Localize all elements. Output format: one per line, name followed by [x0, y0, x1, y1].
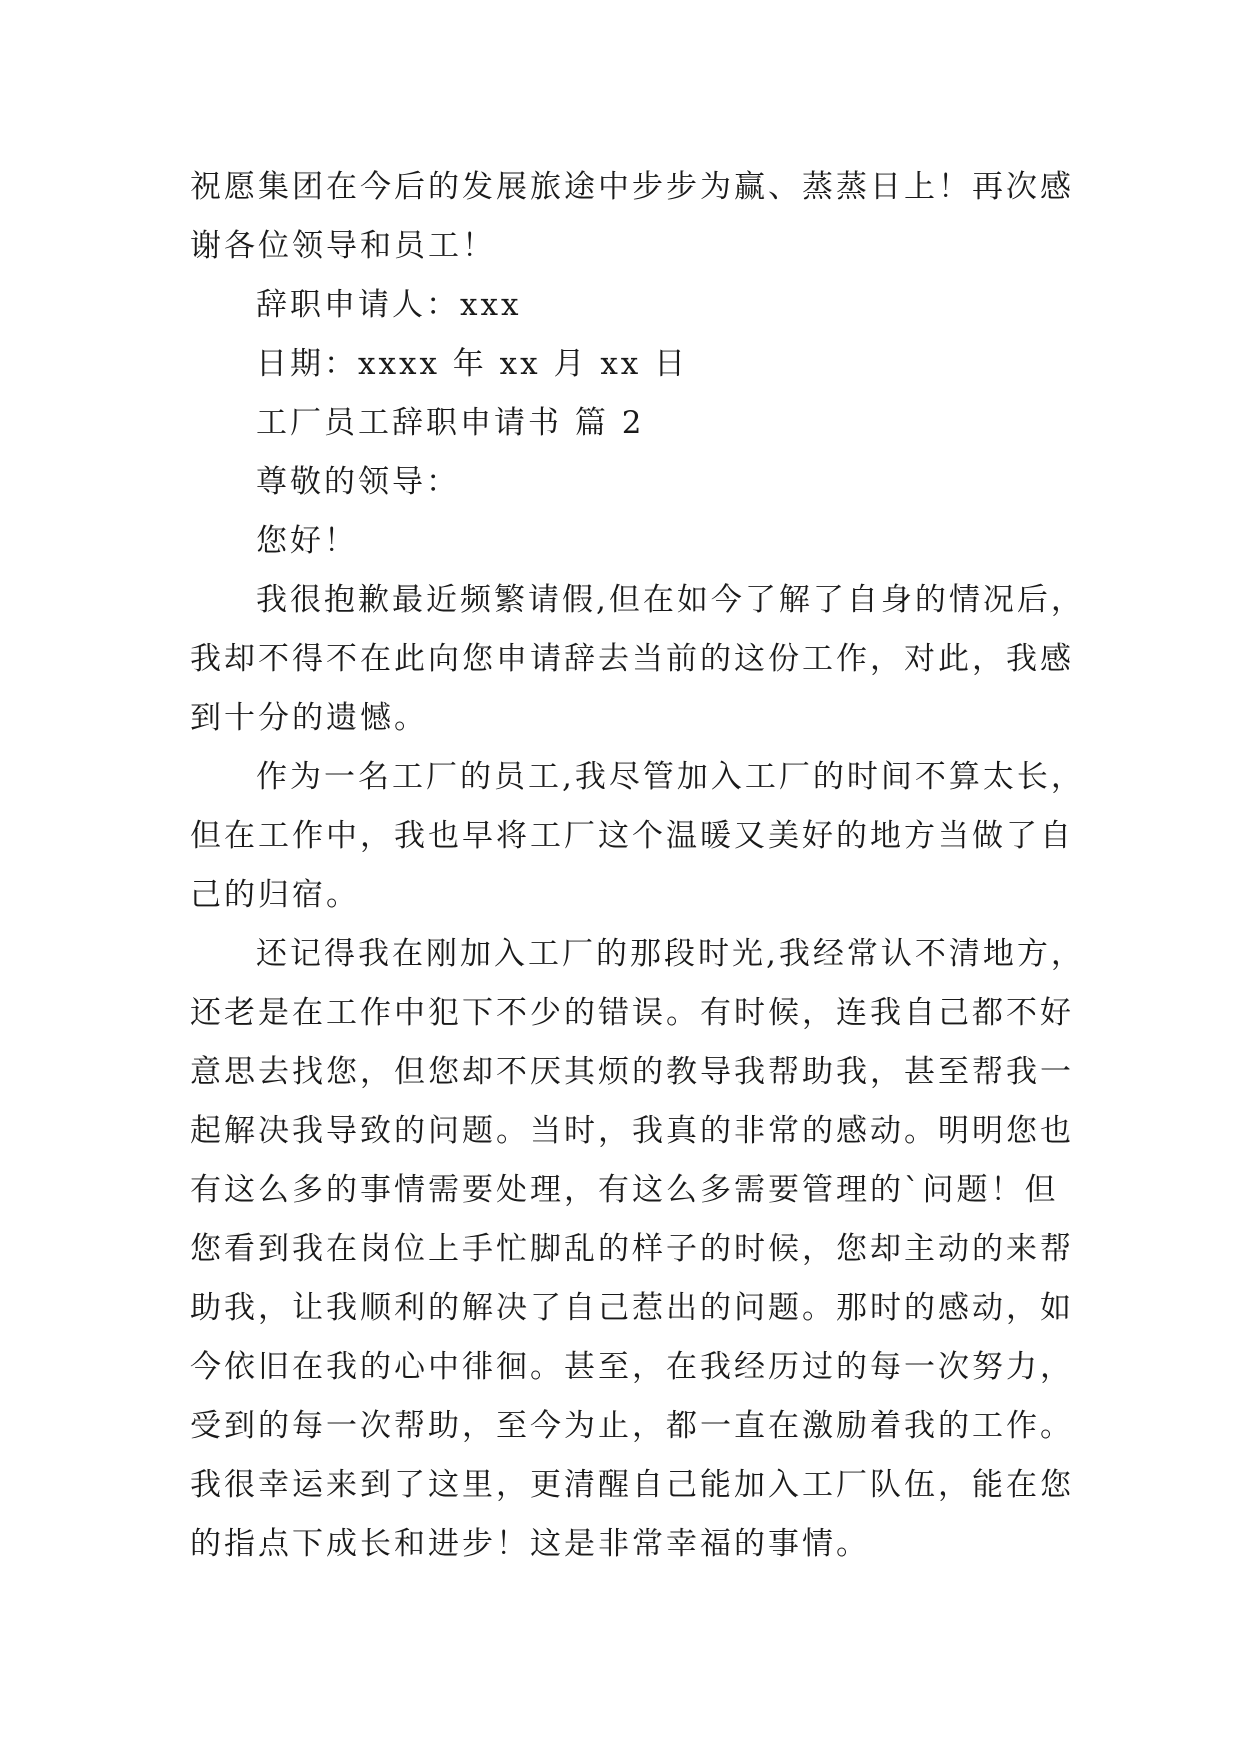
text-line: 作为一名工厂的员工,我尽管加入工厂的时间不算太长， [256, 759, 1085, 795]
applicant-line: 辞职申请人：xxx [256, 287, 522, 323]
text-line: 的指点下成长和进步！这是非常幸福的事情。 [190, 1526, 870, 1562]
text-line: 有这么多的事情需要处理，有这么多需要管理的`问题！但 [190, 1172, 1059, 1208]
text-line: 祝愿集团在今后的发展旅途中步步为赢、蒸蒸日上！再次感 [190, 169, 1074, 205]
text-line: 谢各位领导和员工！ [190, 228, 496, 264]
text-line: 意思去找您，但您却不厌其烦的教导我帮助我，甚至帮我一 [190, 1054, 1074, 1090]
text-line: 受到的每一次帮助，至今为止，都一直在激励着我的工作。 [190, 1408, 1074, 1444]
text-line: 我却不得不在此向您申请辞去当前的这份工作，对此，我感 [190, 641, 1074, 677]
salutation: 尊敬的领导： [256, 464, 460, 500]
text-line: 我很幸运来到了这里，更清醒自己能加入工厂队伍，能在您 [190, 1467, 1074, 1503]
text-line: 到十分的遗憾。 [190, 700, 428, 736]
text-line: 今依旧在我的心中徘徊。甚至，在我经历过的每一次努力， [190, 1349, 1074, 1385]
text-line: 还老是在工作中犯下不少的错误。有时候，连我自己都不好 [190, 995, 1074, 1031]
text-line: 您看到我在岗位上手忙脚乱的样子的时候，您却主动的来帮 [190, 1231, 1074, 1267]
text-line: 己的归宿。 [190, 877, 360, 913]
text-line: 助我，让我顺利的解决了自己惹出的问题。那时的感动，如 [190, 1290, 1074, 1326]
text-line: 我很抱歉最近频繁请假,但在如今了解了自身的情况后， [256, 582, 1085, 618]
text-line: 还记得我在刚加入工厂的那段时光,我经常认不清地方， [256, 936, 1085, 972]
section-heading: 工厂员工辞职申请书 篇 2 [256, 405, 645, 441]
text-line: 起解决我导致的问题。当时，我真的非常的感动。明明您也 [190, 1113, 1074, 1149]
document-page [190, 158, 1085, 1574]
text-line: 但在工作中，我也早将工厂这个温暖又美好的地方当做了自 [190, 818, 1074, 854]
greeting: 您好！ [256, 523, 358, 559]
date-line: 日期：xxxx 年 xx 月 xx 日 [256, 346, 689, 382]
